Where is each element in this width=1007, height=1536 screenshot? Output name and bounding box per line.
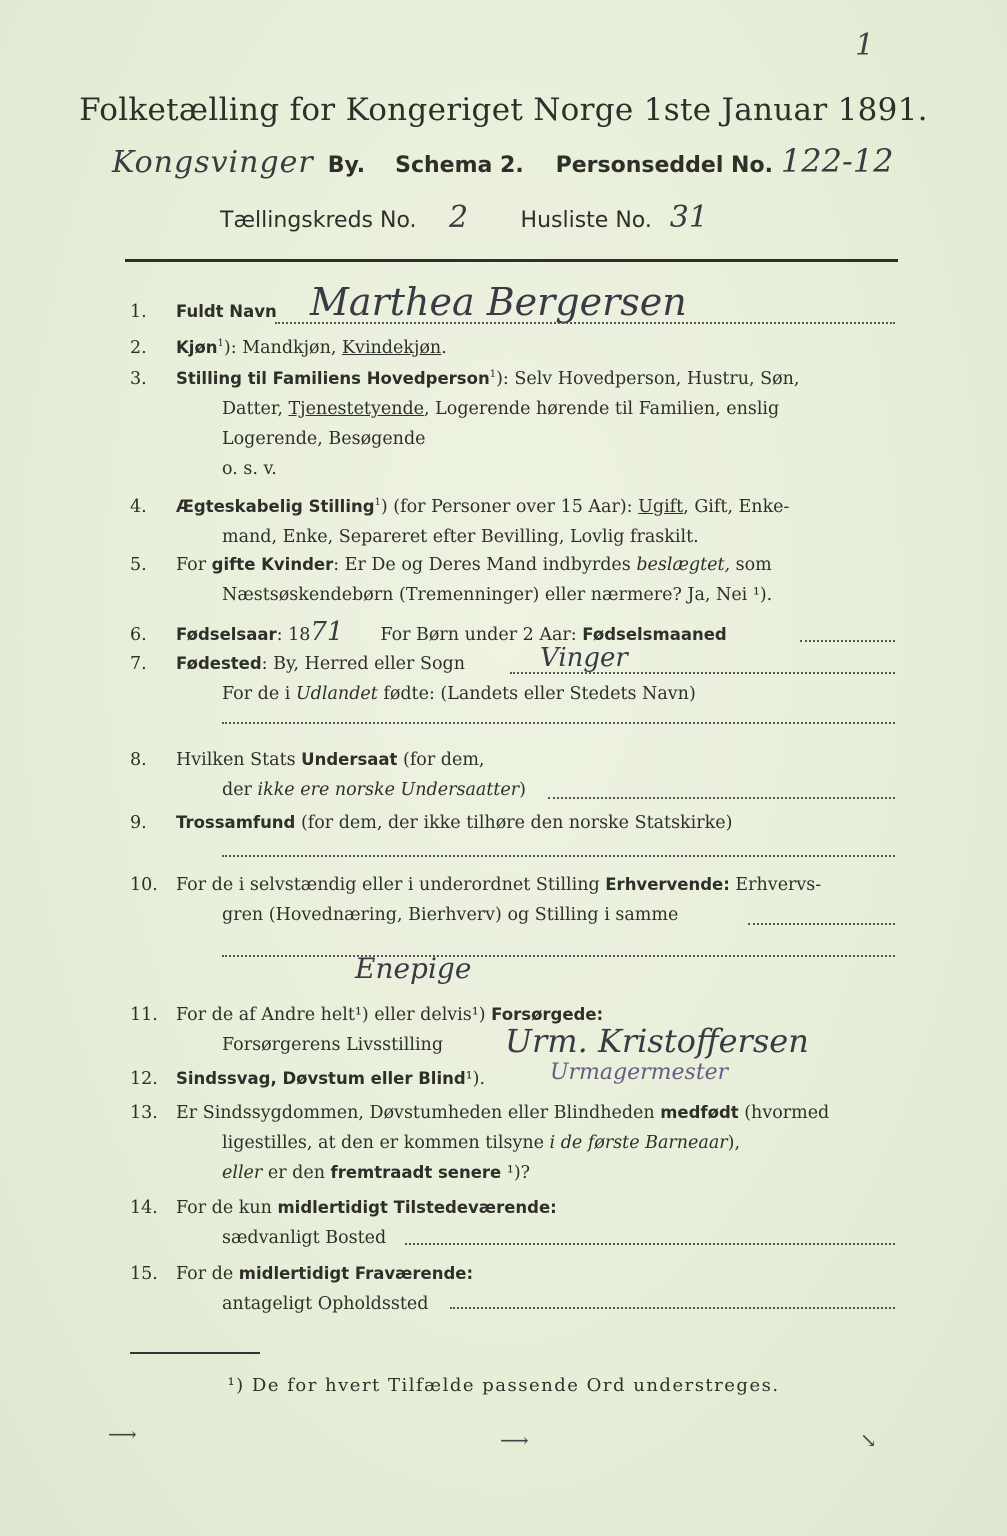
item-text: som (730, 555, 772, 575)
item-text: ) (519, 780, 526, 800)
item-text: Logerende, Besøgende (222, 428, 426, 449)
answer-dotted-line (748, 923, 895, 925)
footnote: ¹) De for hvert Tilfælde passende Ord understreges. (227, 1375, 780, 1396)
item-text: er den (262, 1163, 331, 1183)
item-text: , Gift, Enke- (683, 496, 790, 517)
form-title: Folketælling for Kongeriget Norge 1ste Januar 1891. (79, 92, 928, 128)
item-text: gren (Hovednæring, Bierhverv) og Stilling i samme (222, 905, 679, 925)
item-text: Forsørgerens Livsstilling (222, 1035, 444, 1055)
item-5 (130, 550, 900, 610)
answer-dotted-line (405, 1243, 895, 1245)
item-number: 3. (130, 368, 147, 389)
item-number: 12. (130, 1069, 158, 1089)
item-number: 7. (130, 654, 147, 674)
answer-dotted-line (275, 322, 895, 324)
item-number: 9. (130, 813, 147, 833)
occupation-handwritten: Enepige (355, 952, 472, 985)
registration-mark-icon: ⟶ (500, 1428, 529, 1452)
item-text: Næstsøskendebørn (Tremenninger) eller nærmere? Ja, Nei ¹). (222, 585, 773, 605)
footnote-ref: 1 (489, 369, 497, 380)
header-row (112, 142, 972, 180)
schema-label: Schema 2. (395, 153, 524, 178)
husliste-label: Husliste No. (520, 208, 652, 233)
item-text: , Logerende hørende til Familien, enslig (424, 398, 780, 419)
item-text: Erhvervs- (729, 875, 822, 895)
item-text: i de første Barneaar (549, 1133, 728, 1153)
item-6 (130, 617, 727, 650)
husliste-handwritten: 31 (669, 200, 708, 235)
header-rule (125, 259, 898, 262)
birthplace-handwritten: Vinger (540, 643, 628, 673)
item-text: ): Selv Hovedperson, Hustru, Søn, (496, 368, 800, 389)
item-text: For (176, 555, 212, 575)
registration-mark-icon: ⟶ (108, 1422, 137, 1446)
item-number: 5. (130, 555, 147, 575)
answer-dotted-line (222, 955, 895, 957)
full-name-handwritten: Marthea Bergersen (310, 280, 687, 324)
registration-mark-icon: ↘ (860, 1428, 877, 1452)
item-text: Hvilken Stats (176, 750, 302, 770)
corner-annotation: 1 (855, 28, 875, 63)
item-15 (130, 1259, 900, 1319)
item-text: (for dem, der ikke tilhøre den norske Statskirke) (295, 813, 733, 833)
item-4 (130, 488, 900, 552)
item-number: 11. (130, 1005, 158, 1025)
item-text: (hvormed (738, 1103, 830, 1123)
answer-dotted-line (222, 855, 895, 857)
item-text: Udlandet (295, 684, 378, 704)
birth-year-handwritten: 71 (310, 617, 344, 647)
taellingskreds-handwritten: 2 (448, 200, 469, 235)
answer-dotted-line (510, 672, 895, 674)
footnote-rule (130, 1352, 260, 1354)
item-8 (130, 745, 900, 805)
item-text: ikke ere norske Undersaatter (257, 780, 520, 800)
item-label: Undersaat (301, 750, 398, 769)
item-text: Datter, (222, 398, 289, 419)
personseddel-label: Personseddel No. (555, 153, 773, 178)
item-label: Sindssvag, Døvstum eller Blind (176, 1069, 466, 1088)
item-label: Fødselsaar (176, 625, 277, 644)
item-9 (130, 808, 732, 838)
footnote-ref: 1 (374, 497, 381, 508)
taellingskreds-label: Tællingskreds No. (220, 208, 417, 233)
item-number: 8. (130, 750, 147, 770)
item-text: : By, Herred eller Sogn (261, 654, 465, 674)
item-12 (130, 1064, 485, 1094)
item-number: 6. (130, 625, 147, 645)
town-handwritten: Kongsvinger (112, 145, 314, 180)
item-label: Fuldt Navn (176, 302, 277, 321)
item-label: Fødested (176, 654, 262, 673)
underlined-choice: Ugift (638, 496, 684, 517)
item-number: 14. (130, 1198, 158, 1218)
item-label: fremtraadt senere (330, 1163, 502, 1182)
item-7 (130, 649, 900, 709)
item-text: ): Mandkjøn, (223, 337, 342, 358)
footnote-ref: 1 (217, 338, 224, 349)
item-number: 10. (130, 875, 158, 895)
item-10 (130, 870, 900, 930)
answer-dotted-line (450, 1307, 895, 1309)
item-text: For de kun (176, 1198, 278, 1218)
item-text: For de i selvstændig eller i underordnet Stilling (176, 875, 606, 895)
underlined-choice: Tjenestetyende (288, 398, 425, 419)
header-row-2 (220, 200, 719, 235)
item-number: 13. (130, 1103, 158, 1123)
item-label: midlertidigt Tilstedeværende: (277, 1198, 557, 1217)
item-number: 1. (130, 302, 147, 322)
item-label: Forsørgede: (491, 1005, 604, 1024)
item-2 (130, 329, 447, 363)
item-text: (for dem, (397, 750, 485, 770)
item-label: midlertidigt Fraværende: (238, 1264, 474, 1283)
item-text: . (441, 337, 447, 358)
item-text: ¹). (465, 1069, 486, 1089)
item-text: For de i (222, 684, 296, 704)
by-label: By. (327, 153, 366, 178)
item-3 (130, 360, 900, 484)
underlined-choice: Kvindekjøn (341, 337, 442, 358)
item-label: Erhvervende: (605, 875, 730, 894)
answer-dotted-line (222, 722, 895, 724)
item-text: ligestilles, at den er kommen tilsyne (222, 1133, 550, 1153)
item-text: mand, Enke, Separeret efter Bevilling, Lovlig fraskilt. (222, 526, 699, 547)
item-text: : 18 (276, 625, 311, 645)
item-text: For Børn under 2 Aar: (380, 625, 583, 645)
item-text: : Er De og Deres Mand indbyrdes (333, 555, 637, 575)
item-13 (130, 1098, 900, 1188)
item-text: fødte: (Landets eller Stedets Navn) (377, 684, 696, 704)
item-text: antageligt Opholdssted (222, 1294, 429, 1314)
item-label: gifte Kvinder (211, 555, 334, 574)
item-text: eller (222, 1163, 263, 1183)
item-text: o. s. v. (222, 458, 277, 479)
item-label: Trossamfund (176, 813, 296, 832)
item-text: beslægtet, (636, 555, 731, 575)
item-label: Ægteskabelig Stilling (176, 496, 375, 516)
provider-handwritten: Urm. Kristoffersen (505, 1022, 809, 1060)
item-text: Er Sindssygdommen, Døvstumheden eller Blindheden (176, 1103, 661, 1123)
item-text: For de (176, 1264, 239, 1284)
item-label: Stilling til Familiens Hovedperson (176, 368, 490, 388)
item-label: Fødselsmaaned (582, 625, 727, 644)
item-1 (130, 297, 277, 327)
item-label: medfødt (660, 1103, 739, 1122)
item-text: ) (for Personer over 15 Aar): (380, 496, 639, 517)
item-text: ), (727, 1133, 741, 1153)
item-text: For de af Andre helt¹) eller delvis¹) (176, 1005, 492, 1025)
item-number: 4. (130, 496, 147, 517)
item-text: der (222, 780, 258, 800)
answer-dotted-line (800, 640, 895, 642)
item-text: sædvanligt Bosted (222, 1228, 387, 1248)
item-label: Kjøn (176, 337, 218, 357)
item-number: 15. (130, 1264, 158, 1284)
personseddel-number-handwritten: 122-12 (780, 142, 894, 180)
provider-occupation-handwritten: Urmagermester (550, 1060, 729, 1085)
item-text: ¹)? (501, 1163, 531, 1183)
answer-dotted-line (548, 797, 895, 799)
item-number: 2. (130, 337, 147, 358)
